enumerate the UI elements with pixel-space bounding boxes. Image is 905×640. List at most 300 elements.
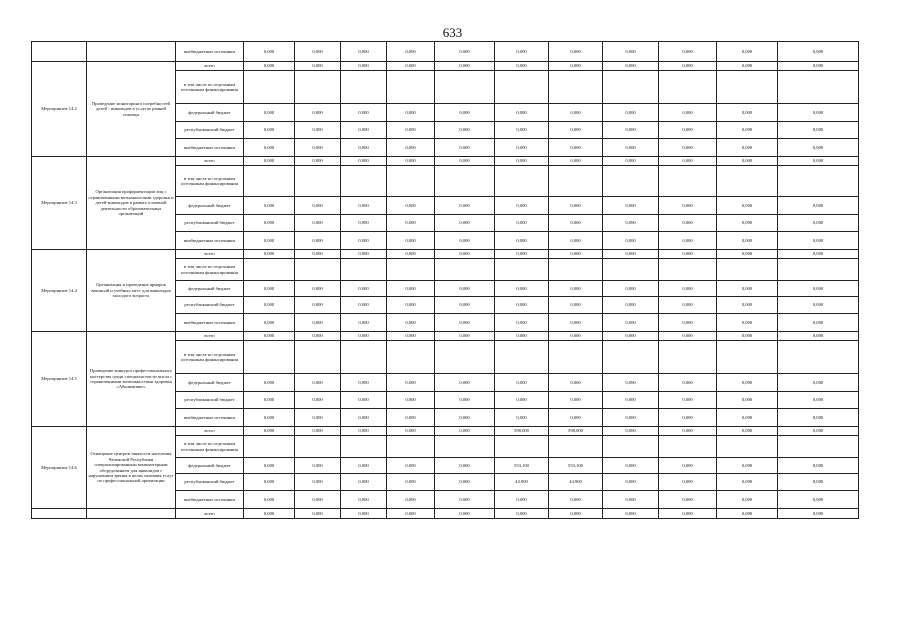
value-cell: 0,000 xyxy=(295,374,341,392)
value-cell: 0,000 xyxy=(717,314,778,332)
source-cell: республиканский бюджет xyxy=(176,297,244,314)
source-cell: федеральный бюджет xyxy=(176,374,244,392)
value-cell: 0,000 xyxy=(549,281,603,297)
value-cell xyxy=(778,436,859,458)
value-cell xyxy=(549,166,603,197)
value-cell: 0,000 xyxy=(295,458,341,474)
value-cell: 0,000 xyxy=(341,392,387,409)
value-cell xyxy=(495,166,549,197)
value-cell: 0,000 xyxy=(495,215,549,232)
source-cell: республиканский бюджет xyxy=(176,122,244,139)
value-cell: 0,000 xyxy=(778,509,859,519)
value-cell: 0,000 xyxy=(341,491,387,509)
value-cell: 0,000 xyxy=(778,458,859,474)
value-cell: 0,000 xyxy=(244,104,295,122)
value-cell xyxy=(659,166,717,197)
value-cell: 0,000 xyxy=(717,509,778,519)
value-cell: 0,000 xyxy=(603,281,659,297)
value-cell: 0,000 xyxy=(778,297,859,314)
value-cell: 0,000 xyxy=(603,157,659,166)
value-cell: 0,000 xyxy=(495,122,549,139)
description-cell xyxy=(87,42,176,62)
source-cell: федеральный бюджет xyxy=(176,281,244,297)
value-cell: 0,000 xyxy=(387,491,435,509)
value-cell: 0,000 xyxy=(435,427,495,436)
value-cell: 0,000 xyxy=(495,232,549,250)
value-cell xyxy=(717,341,778,374)
source-cell: республиканский бюджет xyxy=(176,392,244,409)
value-cell xyxy=(341,341,387,374)
value-cell: 0,000 xyxy=(549,215,603,232)
source-cell: в том числе по отдельным источникам финансирования xyxy=(176,341,244,374)
value-cell: 0,000 xyxy=(778,139,859,157)
value-cell: 0,000 xyxy=(435,250,495,259)
value-cell: 0,000 xyxy=(244,42,295,62)
value-cell xyxy=(435,436,495,458)
source-cell: всего xyxy=(176,332,244,341)
value-cell: 0,000 xyxy=(387,297,435,314)
value-cell xyxy=(387,259,435,281)
source-cell: внебюджетные источники xyxy=(176,232,244,250)
value-cell: 0,000 xyxy=(549,250,603,259)
value-cell: 0,000 xyxy=(495,62,549,71)
value-cell: 0,000 xyxy=(387,250,435,259)
value-cell: 0,000 xyxy=(341,157,387,166)
source-cell: в том числе по отдельным источникам финансирования xyxy=(176,259,244,281)
value-cell: 0,000 xyxy=(244,474,295,491)
value-cell: 0,000 xyxy=(659,197,717,215)
value-cell: 0,000 xyxy=(341,374,387,392)
value-cell xyxy=(603,436,659,458)
value-cell: 0,000 xyxy=(387,458,435,474)
value-cell: 0,000 xyxy=(387,427,435,436)
value-cell: 0,000 xyxy=(435,314,495,332)
value-cell: 0,000 xyxy=(603,474,659,491)
value-cell: 0,000 xyxy=(778,409,859,427)
value-cell xyxy=(387,341,435,374)
budget-table xyxy=(31,41,859,519)
value-cell: 0,000 xyxy=(549,314,603,332)
value-cell: 0,000 xyxy=(244,409,295,427)
value-cell: 0,000 xyxy=(603,427,659,436)
source-cell: всего xyxy=(176,509,244,519)
value-cell: 0,000 xyxy=(717,458,778,474)
value-cell: 0,000 xyxy=(603,332,659,341)
value-cell: 0,000 xyxy=(387,332,435,341)
source-cell: всего xyxy=(176,157,244,166)
value-cell xyxy=(435,71,495,104)
value-cell xyxy=(778,166,859,197)
value-cell: 0,000 xyxy=(549,232,603,250)
value-cell xyxy=(659,341,717,374)
value-cell xyxy=(295,166,341,197)
source-cell: республиканский бюджет xyxy=(176,474,244,491)
value-cell: 0,000 xyxy=(295,62,341,71)
value-cell: 0,000 xyxy=(549,509,603,519)
value-cell: 0,000 xyxy=(387,392,435,409)
value-cell: 0,000 xyxy=(244,250,295,259)
value-cell: 0,000 xyxy=(387,104,435,122)
value-cell: 0,000 xyxy=(387,139,435,157)
value-cell: 0,000 xyxy=(341,281,387,297)
value-cell: 0,000 xyxy=(549,332,603,341)
value-cell: 0,000 xyxy=(717,62,778,71)
value-cell: 0,000 xyxy=(341,215,387,232)
value-cell: 0,000 xyxy=(435,62,495,71)
value-cell: 0,000 xyxy=(295,491,341,509)
value-cell: 0,000 xyxy=(603,314,659,332)
value-cell: 0,000 xyxy=(778,62,859,71)
value-cell: 0,000 xyxy=(495,281,549,297)
source-cell: всего xyxy=(176,62,244,71)
value-cell: 0,000 xyxy=(717,332,778,341)
value-cell: 0,000 xyxy=(295,427,341,436)
value-cell: 0,000 xyxy=(603,42,659,62)
value-cell: 0,000 xyxy=(244,314,295,332)
value-cell: 0,000 xyxy=(717,297,778,314)
value-cell xyxy=(244,436,295,458)
value-cell: 0,000 xyxy=(244,491,295,509)
value-cell: 0,000 xyxy=(435,332,495,341)
value-cell: 0,000 xyxy=(778,122,859,139)
value-cell: 0,000 xyxy=(244,392,295,409)
value-cell: 0,000 xyxy=(549,392,603,409)
value-cell: 0,000 xyxy=(244,197,295,215)
value-cell: 0,000 xyxy=(717,409,778,427)
value-cell: 44,900 xyxy=(549,474,603,491)
value-cell: 0,000 xyxy=(495,297,549,314)
value-cell: 0,000 xyxy=(495,250,549,259)
source-cell: федеральный бюджет xyxy=(176,104,244,122)
value-cell: 0,000 xyxy=(387,509,435,519)
value-cell: 0,000 xyxy=(549,157,603,166)
table-row xyxy=(32,427,859,436)
value-cell: 0,000 xyxy=(717,215,778,232)
value-cell xyxy=(387,71,435,104)
value-cell xyxy=(295,259,341,281)
value-cell: 0,000 xyxy=(778,197,859,215)
value-cell xyxy=(244,259,295,281)
value-cell: 0,000 xyxy=(603,62,659,71)
value-cell: 0,000 xyxy=(341,122,387,139)
value-cell: 0,000 xyxy=(717,374,778,392)
value-cell: 0,000 xyxy=(659,122,717,139)
value-cell: 0,000 xyxy=(387,122,435,139)
value-cell: 0,000 xyxy=(603,297,659,314)
value-cell: 0,000 xyxy=(778,232,859,250)
measure-description: Оснащение центров занятости населения Чеченской Республики специализированным компьютерным оборудованием для инвалидов с нарушением зрения в целях оказания услуг по профессиональной ориентации xyxy=(87,427,176,509)
value-cell: 0,000 xyxy=(778,215,859,232)
value-cell: 0,000 xyxy=(603,509,659,519)
source-cell: внебюджетные источники xyxy=(176,409,244,427)
value-cell xyxy=(717,166,778,197)
value-cell: 0,000 xyxy=(341,139,387,157)
value-cell xyxy=(549,71,603,104)
value-cell: 0,000 xyxy=(341,314,387,332)
value-cell: 0,000 xyxy=(295,104,341,122)
value-cell: 0,000 xyxy=(717,197,778,215)
value-cell: 0,000 xyxy=(603,491,659,509)
measure-code: Мероприятие 14.5 xyxy=(32,332,87,427)
value-cell: 44,900 xyxy=(495,474,549,491)
value-cell: 0,000 xyxy=(659,62,717,71)
value-cell: 0,000 xyxy=(659,474,717,491)
value-cell: 0,000 xyxy=(244,509,295,519)
value-cell: 0,000 xyxy=(295,392,341,409)
value-cell: 0,000 xyxy=(603,250,659,259)
value-cell xyxy=(295,436,341,458)
value-cell: 0,000 xyxy=(603,374,659,392)
value-cell: 0,000 xyxy=(295,157,341,166)
value-cell xyxy=(778,341,859,374)
value-cell: 0,000 xyxy=(549,374,603,392)
value-cell: 0,000 xyxy=(341,197,387,215)
value-cell: 0,000 xyxy=(717,232,778,250)
value-cell: 0,000 xyxy=(387,409,435,427)
value-cell: 0,000 xyxy=(341,474,387,491)
measure-code: Мероприятие 14.4 xyxy=(32,250,87,332)
measure-description: Организация и проведение ярмарок вакансий и учебных мест для инвалидов молодого возраста xyxy=(87,250,176,332)
value-cell: 0,000 xyxy=(435,42,495,62)
value-cell: 0,000 xyxy=(778,314,859,332)
value-cell: 0,000 xyxy=(717,474,778,491)
source-cell: в том числе по отдельным источникам финансирования xyxy=(176,71,244,104)
value-cell xyxy=(603,166,659,197)
value-cell xyxy=(435,259,495,281)
value-cell: 0,000 xyxy=(387,215,435,232)
value-cell: 0,000 xyxy=(549,139,603,157)
value-cell: 0,000 xyxy=(717,157,778,166)
value-cell xyxy=(717,71,778,104)
value-cell: 0,000 xyxy=(295,250,341,259)
value-cell: 0,000 xyxy=(341,427,387,436)
value-cell: 0,000 xyxy=(244,297,295,314)
value-cell: 0,000 xyxy=(659,157,717,166)
value-cell: 0,000 xyxy=(244,122,295,139)
value-cell: 0,000 xyxy=(341,509,387,519)
value-cell: 0,000 xyxy=(341,250,387,259)
value-cell: 0,000 xyxy=(435,374,495,392)
value-cell: 0,000 xyxy=(495,157,549,166)
value-cell: 0,000 xyxy=(549,297,603,314)
value-cell: 0,000 xyxy=(435,104,495,122)
value-cell: 0,000 xyxy=(778,281,859,297)
value-cell: 0,000 xyxy=(659,314,717,332)
value-cell: 0,000 xyxy=(244,232,295,250)
value-cell: 0,000 xyxy=(659,374,717,392)
value-cell xyxy=(603,341,659,374)
value-cell: 0,000 xyxy=(435,232,495,250)
value-cell: 0,000 xyxy=(435,509,495,519)
source-cell: всего xyxy=(176,250,244,259)
value-cell: 0,000 xyxy=(387,474,435,491)
value-cell: 0,000 xyxy=(495,42,549,62)
value-cell: 0,000 xyxy=(778,104,859,122)
description-cell xyxy=(87,509,176,519)
value-cell xyxy=(435,341,495,374)
source-cell: внебюджетные источники xyxy=(176,42,244,62)
value-cell: 0,000 xyxy=(244,458,295,474)
value-cell: 0,000 xyxy=(778,332,859,341)
value-cell xyxy=(549,341,603,374)
value-cell: 0,000 xyxy=(387,157,435,166)
value-cell: 0,000 xyxy=(387,281,435,297)
value-cell: 0,000 xyxy=(659,232,717,250)
value-cell: 0,000 xyxy=(495,374,549,392)
value-cell: 0,000 xyxy=(495,509,549,519)
table-row xyxy=(32,62,859,71)
value-cell: 0,000 xyxy=(295,42,341,62)
value-cell: 0,000 xyxy=(435,281,495,297)
value-cell: 0,000 xyxy=(295,509,341,519)
value-cell: 0,000 xyxy=(244,215,295,232)
value-cell xyxy=(495,436,549,458)
value-cell: 0,000 xyxy=(717,491,778,509)
value-cell xyxy=(495,341,549,374)
value-cell: 0,000 xyxy=(295,122,341,139)
value-cell: 0,000 xyxy=(717,104,778,122)
value-cell: 0,000 xyxy=(495,104,549,122)
value-cell xyxy=(603,71,659,104)
value-cell: 0,000 xyxy=(603,215,659,232)
value-cell: 0,000 xyxy=(717,122,778,139)
value-cell: 0,000 xyxy=(295,297,341,314)
table-row xyxy=(32,157,859,166)
value-cell: 0,000 xyxy=(659,297,717,314)
value-cell xyxy=(659,436,717,458)
source-cell: в том числе по отдельным источникам финансирования xyxy=(176,436,244,458)
value-cell: 0,000 xyxy=(659,392,717,409)
value-cell: 0,000 xyxy=(778,474,859,491)
value-cell: 0,000 xyxy=(603,392,659,409)
value-cell: 0,000 xyxy=(659,409,717,427)
value-cell: 0,000 xyxy=(603,409,659,427)
value-cell: 0,000 xyxy=(495,392,549,409)
value-cell: 0,000 xyxy=(603,197,659,215)
value-cell xyxy=(717,259,778,281)
code-cell xyxy=(32,509,87,519)
value-cell: 0,000 xyxy=(717,392,778,409)
value-cell: 0,000 xyxy=(387,232,435,250)
value-cell: 553,100 xyxy=(549,458,603,474)
value-cell xyxy=(549,436,603,458)
value-cell: 0,000 xyxy=(549,122,603,139)
value-cell: 0,000 xyxy=(435,409,495,427)
value-cell: 0,000 xyxy=(341,332,387,341)
source-cell: федеральный бюджет xyxy=(176,458,244,474)
value-cell: 0,000 xyxy=(659,332,717,341)
value-cell: 0,000 xyxy=(435,392,495,409)
value-cell: 0,000 xyxy=(778,42,859,62)
value-cell: 0,000 xyxy=(435,157,495,166)
measure-code: Мероприятие 14.3 xyxy=(32,157,87,250)
value-cell: 0,000 xyxy=(549,42,603,62)
value-cell: 0,000 xyxy=(341,104,387,122)
value-cell: 0,000 xyxy=(341,409,387,427)
value-cell: 0,000 xyxy=(549,409,603,427)
value-cell: 0,000 xyxy=(244,139,295,157)
value-cell: 0,000 xyxy=(717,427,778,436)
value-cell: 0,000 xyxy=(435,215,495,232)
value-cell: 0,000 xyxy=(295,197,341,215)
value-cell xyxy=(341,436,387,458)
value-cell xyxy=(295,71,341,104)
value-cell: 0,000 xyxy=(244,281,295,297)
value-cell: 0,000 xyxy=(435,139,495,157)
value-cell: 0,000 xyxy=(659,281,717,297)
value-cell: 0,000 xyxy=(387,62,435,71)
value-cell xyxy=(495,71,549,104)
value-cell xyxy=(659,71,717,104)
value-cell: 0,000 xyxy=(495,314,549,332)
value-cell xyxy=(717,436,778,458)
value-cell: 0,000 xyxy=(244,374,295,392)
value-cell: 0,000 xyxy=(244,332,295,341)
value-cell: 0,000 xyxy=(387,374,435,392)
value-cell: 598,000 xyxy=(549,427,603,436)
measure-description: Проведение мониторинга потребностей детей - инвалидов в услугах ранней помощи xyxy=(87,62,176,157)
value-cell: 0,000 xyxy=(495,197,549,215)
value-cell: 0,000 xyxy=(341,232,387,250)
value-cell: 0,000 xyxy=(495,491,549,509)
value-cell: 0,000 xyxy=(387,197,435,215)
value-cell: 0,000 xyxy=(435,458,495,474)
value-cell: 0,000 xyxy=(295,332,341,341)
value-cell: 0,000 xyxy=(495,409,549,427)
value-cell xyxy=(435,166,495,197)
value-cell: 0,000 xyxy=(244,62,295,71)
value-cell: 0,000 xyxy=(244,157,295,166)
value-cell: 0,000 xyxy=(659,427,717,436)
value-cell xyxy=(341,71,387,104)
value-cell: 0,000 xyxy=(549,491,603,509)
value-cell: 0,000 xyxy=(435,122,495,139)
value-cell xyxy=(387,436,435,458)
value-cell: 0,000 xyxy=(659,139,717,157)
value-cell: 0,000 xyxy=(435,297,495,314)
value-cell: 0,000 xyxy=(603,139,659,157)
value-cell: 598,000 xyxy=(495,427,549,436)
value-cell: 0,000 xyxy=(778,250,859,259)
source-cell: республиканский бюджет xyxy=(176,215,244,232)
value-cell: 0,000 xyxy=(717,281,778,297)
value-cell: 0,000 xyxy=(778,427,859,436)
value-cell: 0,000 xyxy=(295,474,341,491)
value-cell xyxy=(244,341,295,374)
value-cell: 0,000 xyxy=(603,458,659,474)
page-number: 633 xyxy=(442,25,463,40)
value-cell: 0,000 xyxy=(295,215,341,232)
value-cell: 0,000 xyxy=(659,215,717,232)
value-cell: 0,000 xyxy=(659,104,717,122)
value-cell: 0,000 xyxy=(295,232,341,250)
source-cell: внебюджетные источники xyxy=(176,314,244,332)
table-row xyxy=(32,332,859,341)
value-cell: 0,000 xyxy=(717,42,778,62)
source-cell: внебюджетные источники xyxy=(176,139,244,157)
value-cell: 0,000 xyxy=(778,491,859,509)
value-cell: 0,000 xyxy=(495,139,549,157)
value-cell: 0,000 xyxy=(717,139,778,157)
table-row xyxy=(32,509,859,519)
value-cell: 0,000 xyxy=(778,392,859,409)
value-cell: 0,000 xyxy=(778,157,859,166)
value-cell xyxy=(295,341,341,374)
value-cell xyxy=(341,259,387,281)
source-cell: внебюджетные источники xyxy=(176,491,244,509)
value-cell: 0,000 xyxy=(387,42,435,62)
value-cell: 0,000 xyxy=(659,509,717,519)
